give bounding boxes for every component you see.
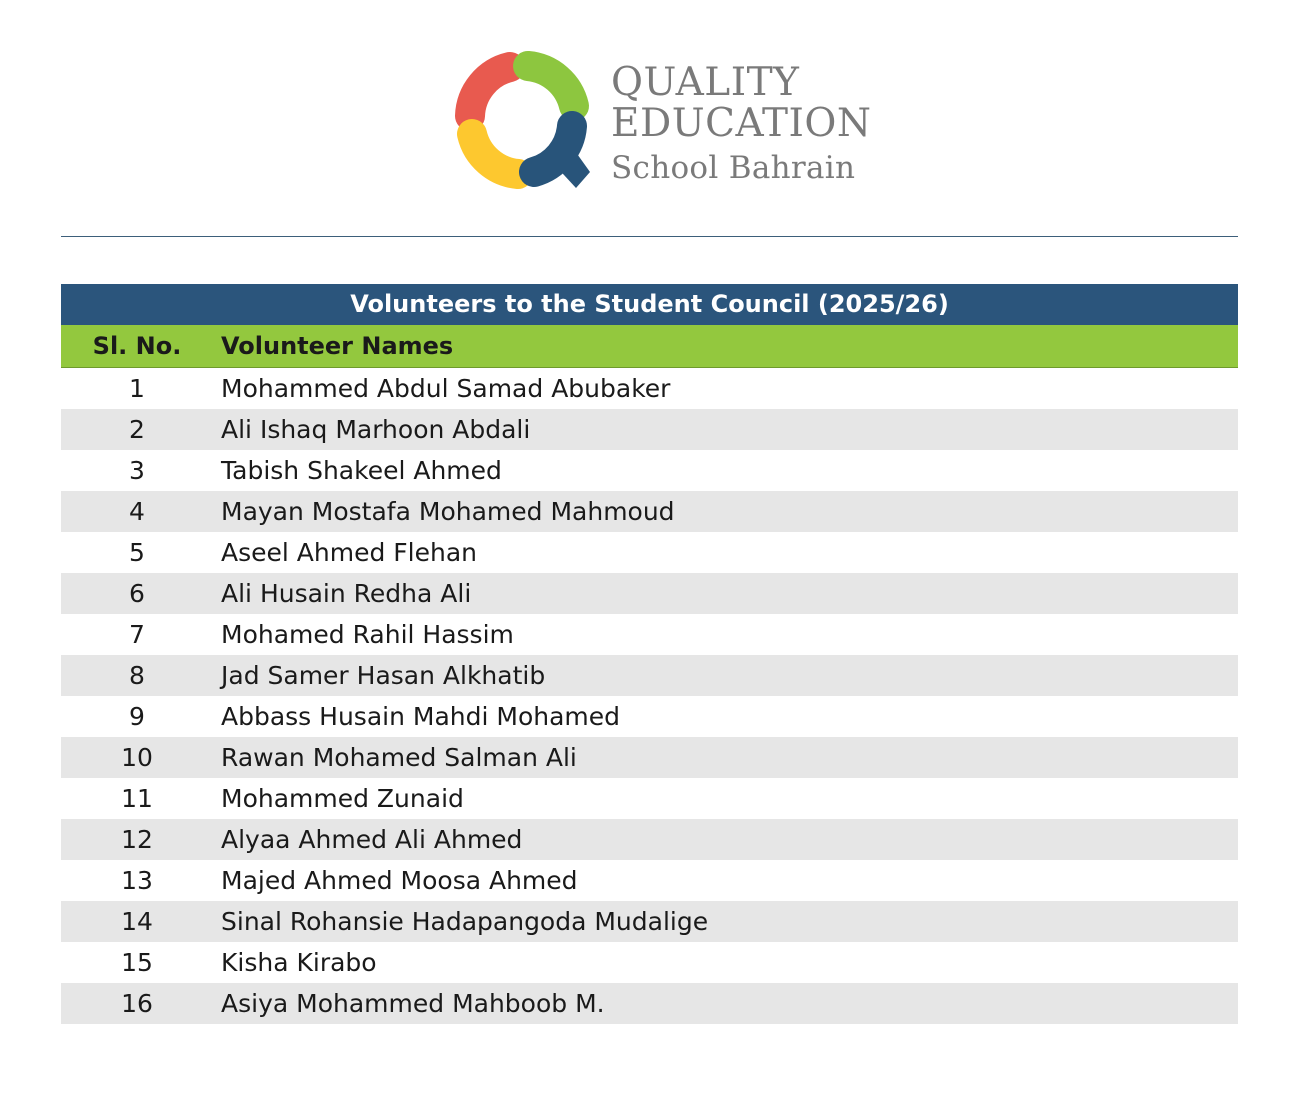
page-header: [0, 0, 1300, 236]
volunteer-name-cell: Majed Ahmed Moosa Ahmed: [221, 866, 578, 895]
volunteer-name-cell: Rawan Mohamed Salman Ali: [221, 743, 577, 772]
logo-line-education: EDUCATION: [611, 101, 872, 146]
table-row: [61, 778, 1238, 819]
volunteer-name-cell: Mohammed Abdul Samad Abubaker: [221, 374, 671, 403]
logo-line-quality: QUALITY: [611, 60, 800, 105]
table-row: [61, 901, 1238, 942]
table-row: [61, 409, 1238, 450]
table-row: [61, 819, 1238, 860]
table-row: [61, 983, 1238, 1024]
table-row: [61, 614, 1238, 655]
table-title: Volunteers to the Student Council (2025/26): [61, 284, 1238, 325]
serial-number-cell: 4: [129, 497, 145, 526]
serial-number-cell: 6: [129, 579, 145, 608]
volunteers-table: [61, 284, 1238, 1024]
table-row: [61, 491, 1238, 532]
serial-number-cell: 9: [129, 702, 145, 731]
volunteer-name-cell: Asiya Mohammed Mahboob M.: [221, 989, 605, 1018]
volunteer-name-cell: Sinal Rohansie Hadapangoda Mudalige: [221, 907, 709, 936]
volunteer-name-cell: Aseel Ahmed Flehan: [221, 538, 477, 567]
table-row: [61, 655, 1238, 696]
serial-number-cell: 1: [129, 374, 145, 403]
table-header-row: [61, 325, 1238, 368]
table-row: [61, 532, 1238, 573]
header-divider: [61, 236, 1238, 237]
volunteer-name-cell: Mohammed Zunaid: [221, 784, 464, 813]
volunteer-name-cell: Ali Ishaq Marhoon Abdali: [221, 415, 531, 444]
table-row: [61, 368, 1238, 409]
volunteer-name-cell: Jad Samer Hasan Alkhatib: [221, 661, 546, 690]
table-row: [61, 942, 1238, 983]
serial-number-cell: 2: [129, 415, 145, 444]
volunteer-name-cell: Abbass Husain Mahdi Mohamed: [221, 702, 621, 731]
table-row: [61, 860, 1238, 901]
volunteer-name-cell: Ali Husain Redha Ali: [221, 579, 472, 608]
column-header-sl-no: Sl. No.: [92, 332, 182, 360]
volunteer-name-cell: Mohamed Rahil Hassim: [221, 620, 514, 649]
table-row: [61, 450, 1238, 491]
serial-number-cell: 8: [129, 661, 145, 690]
serial-number-cell: 16: [121, 989, 153, 1018]
volunteer-name-cell: Tabish Shakeel Ahmed: [221, 456, 502, 485]
volunteer-name-cell: Mayan Mostafa Mohamed Mahmoud: [221, 497, 675, 526]
logo-line-school-bahrain: School Bahrain: [611, 150, 856, 186]
table-row: [61, 696, 1238, 737]
table-body: [61, 368, 1238, 1024]
serial-number-cell: 14: [121, 907, 153, 936]
school-logo-icon: [448, 44, 596, 192]
school-name: [611, 62, 872, 188]
serial-number-cell: 15: [121, 948, 153, 977]
table-row: [61, 573, 1238, 614]
serial-number-cell: 5: [129, 538, 145, 567]
column-header-volunteer-names: Volunteer Names: [221, 332, 454, 360]
serial-number-cell: 10: [121, 743, 153, 772]
volunteer-name-cell: Kisha Kirabo: [221, 948, 377, 977]
serial-number-cell: 11: [121, 784, 153, 813]
serial-number-cell: 7: [129, 620, 145, 649]
serial-number-cell: 13: [121, 866, 153, 895]
serial-number-cell: 3: [129, 456, 145, 485]
serial-number-cell: 12: [121, 825, 153, 854]
volunteer-name-cell: Alyaa Ahmed Ali Ahmed: [221, 825, 523, 854]
table-row: [61, 737, 1238, 778]
